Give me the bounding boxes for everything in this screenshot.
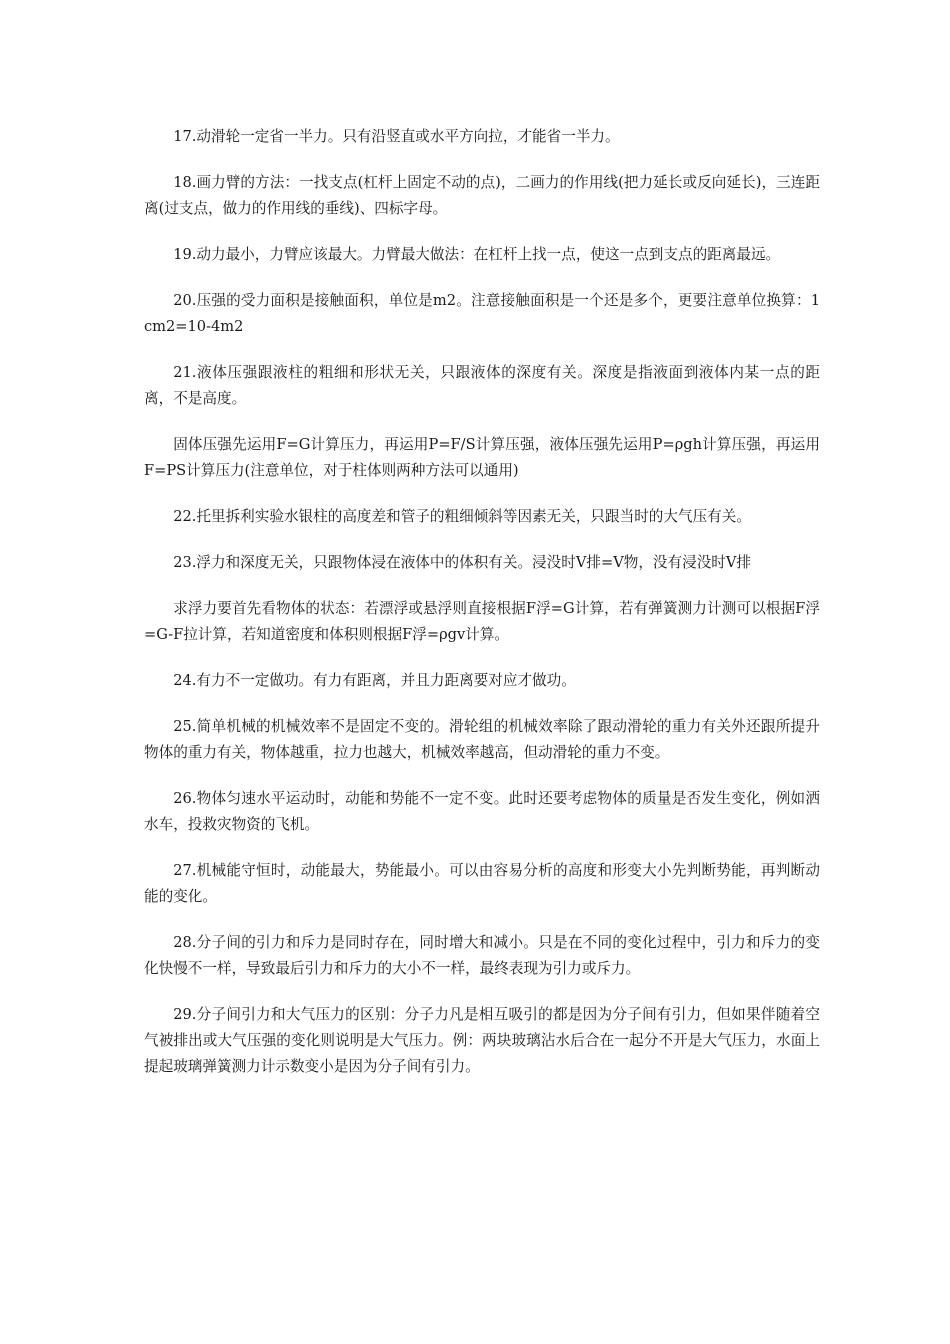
paragraph-24: 24.有力不一定做功。有力有距离，并且力距离要对应才做功。 [173,672,576,689]
paragraph-17: 17.动滑轮一定省一半力。只有沿竖直或水平方向拉，才能省一半力。 [173,128,620,145]
paragraph-21-note: 固体压强先运用F=G计算压力，再运用P=F/S计算压强，液体压强先运用P=ρgh计算压强，再运用F=PS计算压力(注意单位，对于柱体则两种方法可以通用) [144,436,820,479]
paragraph-28: 28.分子间的引力和斥力是同时存在，同时增大和减小。只是在不同的变化过程中，引力和斥力的变化快慢不一样，导致最后引力和斥力的大小不一样，最终表现为引力或斥力。 [144,934,820,977]
paragraph-21: 21.液体压强跟液柱的粗细和形状无关，只跟液体的深度有关。深度是指液面到液体内某一点的距离，不是高度。 [144,364,820,407]
paragraph-22: 22.托里拆利实验水银柱的高度差和管子的粗细倾斜等因素无关，只跟当时的大气压有关。 [173,508,751,525]
paragraph-26: 26.物体匀速水平运动时，动能和势能不一定不变。此时还要考虑物体的质量是否发生变化，例如洒水车，投救灾物资的飞机。 [144,790,820,833]
paragraph-29: 29.分子间引力和大气压力的区别：分子力凡是相互吸引的都是因为分子间有引力，但如果伴随着空气被排出或大气压强的变化则说明是大气压力。例：两块玻璃沾水后合在一起分不开是大气压力，水面上提起玻璃弹簧测力计示数变小是因为分子间有引力。 [144,1006,820,1075]
document-body [144,124,820,1100]
paragraph-23-note: 求浮力要首先看物体的状态：若漂浮或悬浮则直接根据F浮=G计算，若有弹簧测力计测可以根据F浮=G-F拉计算，若知道密度和体积则根据F浮=ρgv计算。 [144,600,820,643]
paragraph-27: 27.机械能守恒时，动能最大，势能最小。可以由容易分析的高度和形变大小先判断势能，再判断动能的变化。 [144,862,820,905]
paragraph-18: 18.画力臂的方法：一找支点(杠杆上固定不动的点)，二画力的作用线(把力延长或反向延长)，三连距离(过支点，做力的作用线的垂线)、四标字母。 [144,174,820,217]
paragraph-23: 23.浮力和深度无关，只跟物体浸在液体中的体积有关。浸没时V排=V物，没有浸没时V排 [173,554,752,571]
paragraph-19: 19.动力最小，力臂应该最大。力臂最大做法：在杠杆上找一点，使这一点到支点的距离最远。 [173,246,781,263]
paragraph-20: 20.压强的受力面积是接触面积，单位是m2。注意接触面积是一个还是多个，更要注意单位换算：1cm2=10-4m2 [144,292,820,335]
paragraph-25: 25.简单机械的机械效率不是固定不变的。滑轮组的机械效率除了跟动滑轮的重力有关外还跟所提升物体的重力有关，物体越重，拉力也越大，机械效率越高，但动滑轮的重力不变。 [144,718,820,761]
